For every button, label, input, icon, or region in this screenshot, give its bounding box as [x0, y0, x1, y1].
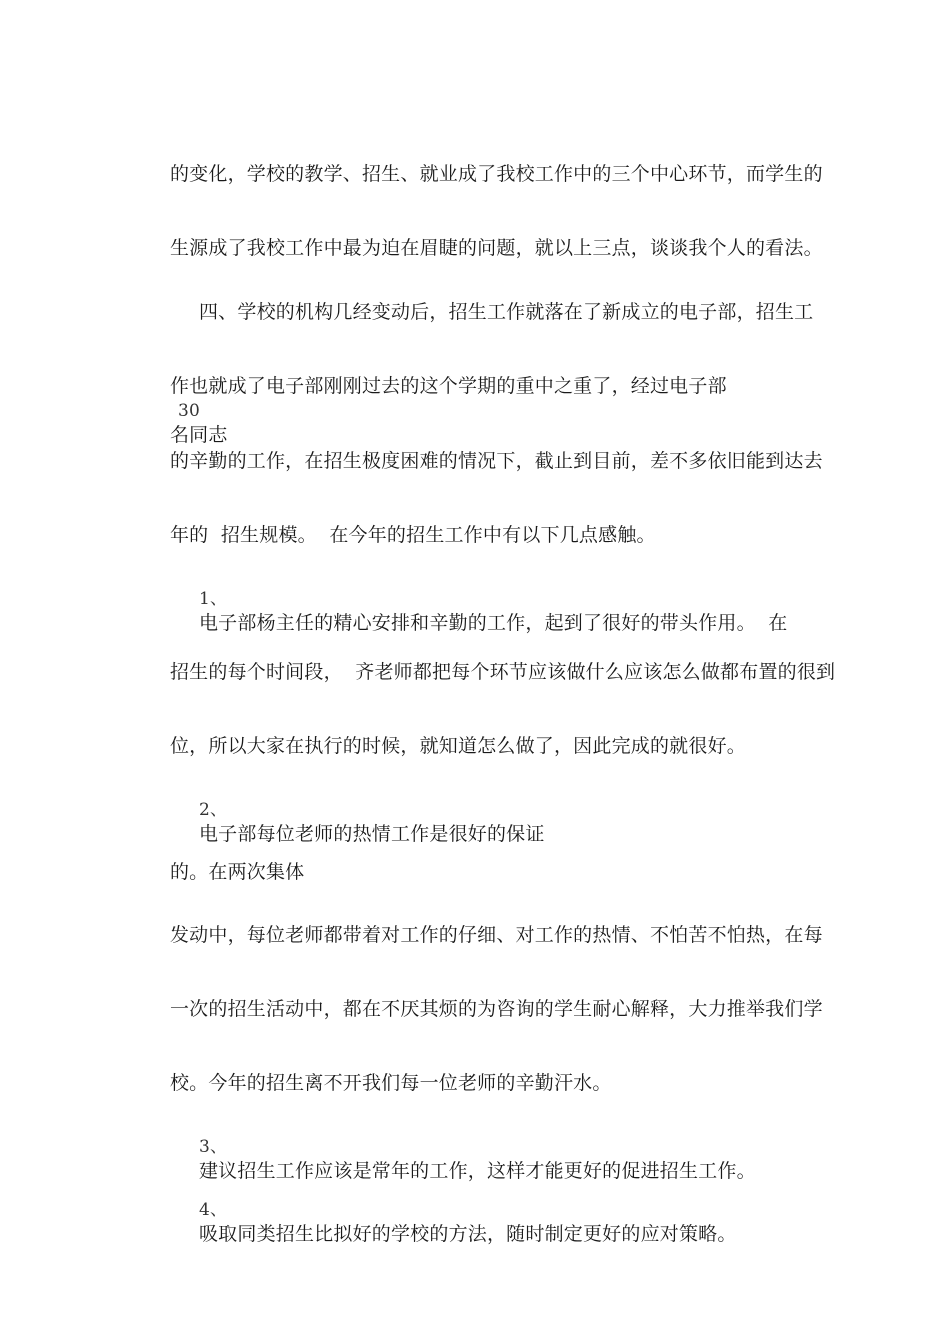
line-text: 的。在两次集体 — [169, 861, 305, 883]
line-text: 名同志 — [169, 424, 228, 446]
paragraph-line — [145, 636, 835, 708]
line-text: 的变化，学校的教学、招生、就业成了我校工作中的三个中心环节，而学生的 — [169, 163, 823, 185]
paragraph-line — [145, 425, 823, 497]
line-text: 一次的招生活动中，都在不厌其烦的为咨询的学生耐心解释，大力推举我们学 — [169, 998, 823, 1020]
line-text: 建议招生工作应该是常年的工作，这样才能更好的促进招生工作。 — [198, 1160, 756, 1182]
paragraph-line — [145, 499, 656, 571]
line-text: 年的 招生规模。 在今年的招生工作中有以下几点感触。 — [169, 524, 656, 546]
line-text: 发动中，每位老师都带着对工作的仔细、对工作的热情、不怕苦不怕热，在每 — [169, 924, 823, 946]
item-number: 1、 — [198, 589, 228, 609]
paragraph-line — [145, 138, 823, 210]
line-text: 电子部每位老师的热情工作是很好的保证 — [198, 823, 545, 845]
paragraph-line — [145, 973, 823, 1045]
line-text: 校。今年的招生离不开我们每一位老师的辛勤汗水。 — [169, 1072, 612, 1094]
line-text: 的辛勤的工作，在招生极度困难的情况下，截止到目前，差不多依旧能到达去 — [169, 450, 823, 472]
line-text: 生源成了我校工作中最为迫在眉睫的问题，就以上三点，谈谈我个人的看法。 — [169, 237, 823, 259]
item-number: 2、 — [198, 800, 228, 820]
paragraph-line — [145, 899, 823, 971]
paragraph-line — [145, 1047, 612, 1119]
staff-count: 30 — [177, 401, 201, 421]
list-item-4 — [174, 1173, 737, 1270]
line-text: 吸取同类招生比拟好的学校的方法，随时制定更好的应对策略。 — [198, 1223, 737, 1245]
line-text: 位，所以大家在执行的时候，就知道怎么做了，因此完成的就很好。 — [169, 735, 746, 757]
line-text: 招生的每个时间段， 齐老师都把每个环节应该做什么应该怎么做都布置的很到 — [169, 661, 836, 683]
line-text: 作也就成了电子部刚刚过去的这个学期的重中之重了，经过电子部 — [169, 375, 727, 397]
item-number: 4、 — [198, 1200, 228, 1220]
paragraph-line — [145, 212, 823, 284]
item-number: 3、 — [198, 1137, 228, 1157]
paragraph-line — [145, 836, 304, 908]
section-four-line — [174, 276, 813, 348]
paragraph-line — [145, 710, 746, 782]
line-text: 四、学校的机构几经变动后，招生工作就落在了新成立的电子部，招生工 — [198, 301, 814, 323]
line-text: 电子部杨主任的精心安排和辛勤的工作，起到了很好的带头作用。 在 — [198, 612, 788, 634]
